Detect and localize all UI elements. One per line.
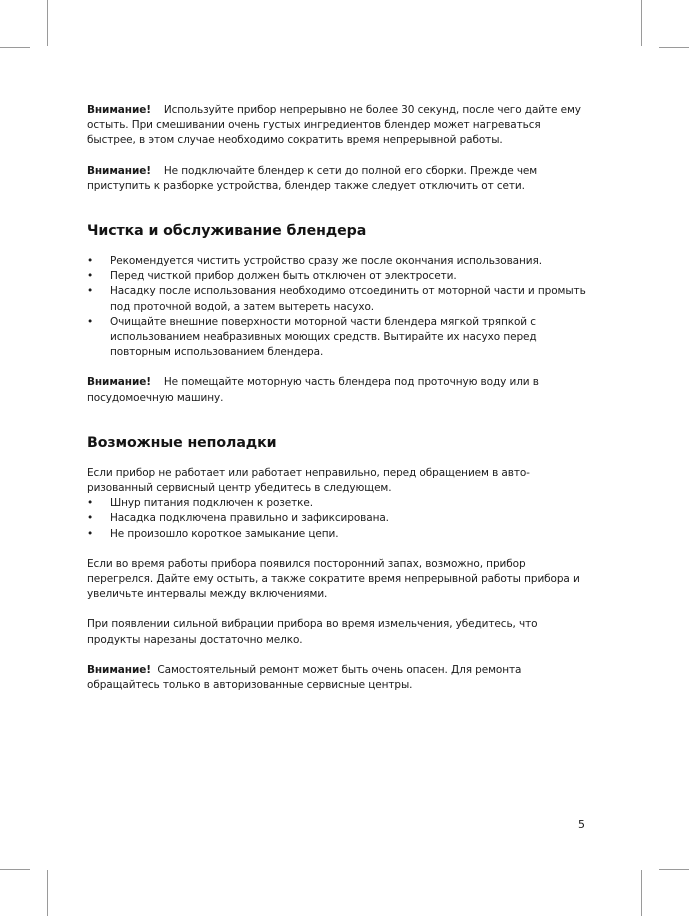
troubleshooting-list [87,496,592,542]
crop-mark [0,47,30,48]
warning-label: Внимание! [87,376,151,389]
warning-label: Внимание! [87,104,151,116]
crop-mark [641,0,642,46]
crop-mark [641,870,642,916]
warning-text: Не подключайте блендер к сети до полной его сборки. Прежде чем приступить к разборке устройства, блендер также следует отключить от сети. [87,164,538,192]
section-heading-cleaning: Чистка и обслуживание блендера [87,223,367,240]
bullet-icon: • [87,497,94,510]
paragraph-vibration: При появлении сильной вибрации прибора во время измельчения, убедитесь, что продукты нарезаны достаточно мелко. [87,618,538,646]
list-item: • Рекомендуется чистить устройство сразу же после окончания использования. [87,254,592,269]
cleaning-list [87,254,592,360]
list-item: • Перед чисткой прибор должен быть отключен от электросети. [87,269,592,284]
list-item: • Не произошло короткое замыкание цепи. [87,527,592,542]
warning-paragraph [87,375,592,405]
warning-text: Используйте прибор непрерывно не более 30 секунд, после чего дайте ему остыть. При смешивании очень густых ингредиентов блендер может нагреваться быстрее, в этом случае необходимо сократить время непрерывной работы. [87,104,581,147]
page-number: 5 [578,818,585,831]
crop-mark [47,0,48,46]
warning-paragraph [87,663,592,693]
troubleshooting-intro: Если прибор не работает или работает неправильно, перед обращением в авто-ризованный сервисный центр убедитесь в следующем. [87,466,530,495]
warning-paragraph [87,164,592,194]
bullet-icon: • [87,270,94,283]
bullet-icon: • [87,512,94,525]
crop-mark [0,869,30,870]
bullet-icon: • [87,527,94,540]
warning-label: Внимание! [87,663,151,676]
bullet-icon: • [87,315,94,328]
list-item: • Насадка подключена правильно и зафиксирована. [87,511,592,526]
crop-mark [659,869,689,870]
warning-paragraph [87,103,592,149]
warning-text: Не помещайте моторную часть блендера под проточную воду или в посудомоечную машину. [87,376,539,404]
warning-text: Самостоятельный ремонт может быть очень опасен. Для ремонта обращайтесь только в авторизованные сервисные центры. [87,663,522,692]
list-item: • Очищайте внешние поверхности моторной части блендера мягкой тряпкой с использованием неабразивных моющих средств. Вытирайте их насухо перед повторным использованием блендера. [87,315,537,359]
paragraph-overheat: Если во время работы прибора появился посторонний запах, возможно, прибор перегрелся. Дайте ему остыть, а также сократите время непрерывной работы прибора и увеличьте интервалы между включениями. [87,557,580,601]
bullet-icon: • [87,285,94,298]
warning-label: Внимание! [87,164,151,177]
crop-mark [47,870,48,916]
crop-mark [659,47,689,48]
page-content [87,103,592,693]
list-item: • Насадку после использования необходимо отсоединить от моторной части и промыть под проточной водой, а затем вытереть насухо. [87,285,586,313]
list-item: • Шнур питания подключен к розетке. [87,496,592,511]
bullet-icon: • [87,255,94,268]
section-heading-troubleshooting: Возможные неполадки [87,434,277,451]
